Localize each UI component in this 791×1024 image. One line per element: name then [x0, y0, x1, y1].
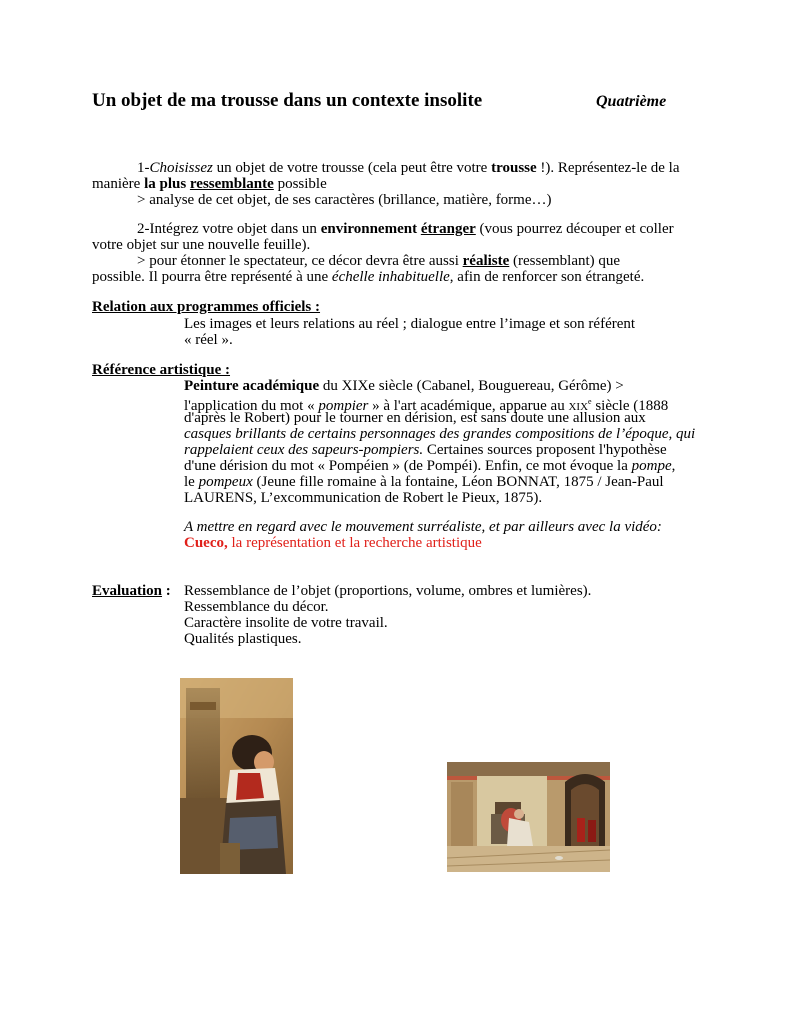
- reference-line1: Peinture académique du XIXe siècle (Cabanel, Bouguereau, Gérôme) >: [184, 378, 624, 394]
- reference-line7: le pompeux (Jeune fille romaine à la fontaine, Léon BONNAT, 1875 / Jean-Paul: [184, 474, 664, 490]
- step1-line2: manière la plus ressemblante possible: [92, 176, 327, 192]
- relation-heading: Relation aux programmes officiels :: [92, 299, 321, 315]
- reference-line4: casques brillants de certains personnages des grandes compositions de l’époque, qui: [184, 426, 696, 442]
- surrealism-note: A mettre en regard avec le mouvement surréaliste, et par ailleurs avec la vidéo:: [184, 519, 662, 535]
- painting-roman-girl-at-fountain: [180, 678, 293, 874]
- evaluation-item: Ressemblance du décor.: [184, 599, 329, 615]
- grade-level: Quatrième: [596, 93, 667, 110]
- painting-excommunication-robert-le-pieux: [447, 762, 610, 872]
- evaluation-heading: Evaluation :: [92, 583, 171, 599]
- step2-line4: possible. Il pourra être représenté à une échelle inhabituelle, afin de renforcer son étrangeté.: [92, 269, 645, 285]
- step1-line1: 1-Choisissez un objet de votre trousse (cela peut être votre trousse !). Représentez-le de la: [137, 160, 680, 176]
- reference-line3: d'après le Robert) pour le tourner en dérision, est sans doute une allusion aux: [184, 410, 646, 426]
- step2-line2: votre objet sur une nouvelle feuille).: [92, 237, 311, 253]
- step2-line3: > pour étonner le spectateur, ce décor devra être aussi réaliste (ressemblant) que: [137, 253, 621, 269]
- relation-line1: Les images et leurs relations au réel ; dialogue entre l’image et son référent: [184, 316, 636, 332]
- step1-analysis: > analyse de cet objet, de ses caractères (brillance, matière, forme…): [137, 192, 552, 208]
- relation-line2: « réel ».: [184, 332, 233, 348]
- page-title: Un objet de ma trousse dans un contexte insolite: [92, 90, 483, 111]
- cueco-video-reference: Cueco, la représentation et la recherche artistique: [184, 535, 482, 551]
- reference-line6: d'une dérision du mot « Pompéien » (de Pompéi). Enfin, ce mot évoque la pompe,: [184, 458, 676, 474]
- step2-line1: 2-Intégrez votre objet dans un environnement étranger (vous pourrez découper et coller: [137, 221, 674, 237]
- evaluation-item: Caractère insolite de votre travail.: [184, 615, 388, 631]
- reference-line8: LAURENS, L’excommunication de Robert le Pieux, 1875).: [184, 490, 543, 506]
- reference-line5: rappelaient ceux des sapeurs-pompiers. Certaines sources proposent l'hypothèse: [184, 442, 667, 458]
- evaluation-item: Qualités plastiques.: [184, 631, 302, 647]
- reference-heading: Référence artistique :: [92, 362, 231, 378]
- evaluation-item: Ressemblance de l’objet (proportions, volume, ombres et lumières).: [184, 583, 592, 599]
- reference-line2: l'application du mot « pompier » à l'art académique, apparue au XIXe siècle (1888: [184, 397, 669, 414]
